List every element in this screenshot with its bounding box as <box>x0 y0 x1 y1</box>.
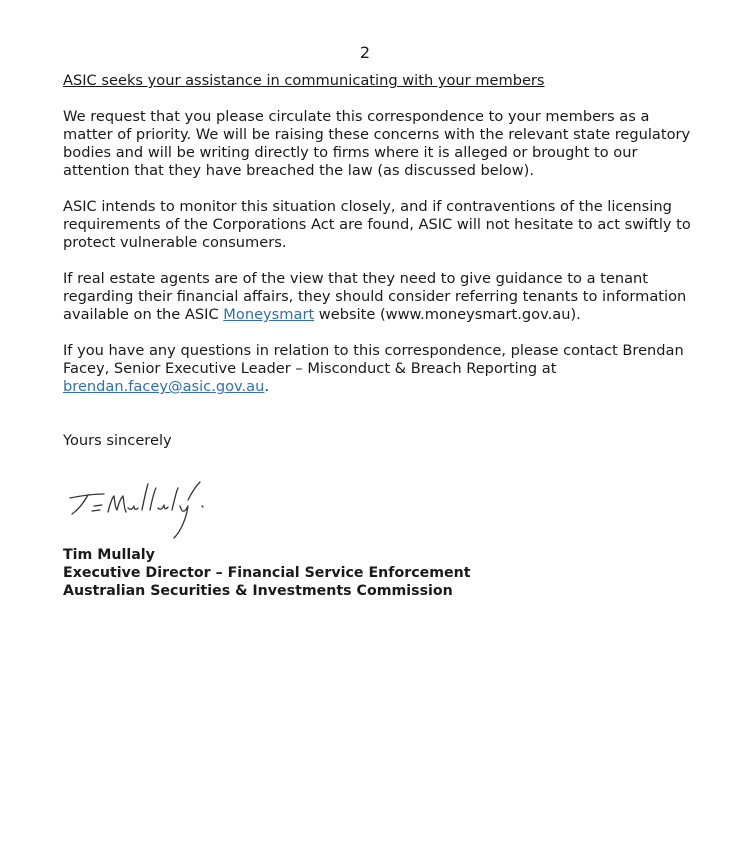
closing-salutation: Yours sincerely <box>63 432 172 449</box>
paragraph-guidance-tail: website (www.moneysmart.gov.au). <box>314 306 581 323</box>
signatory-organisation: Australian Securities & Investments Commission <box>63 583 453 599</box>
paragraph-monitoring: ASIC intends to monitor this situation closely, and if contraventions of the licensing requirements of the Corporations Act are found, ASIC will not hesitate to act swiftly to protect vulnerable consumers. <box>63 198 691 251</box>
signatory-title: Executive Director – Financial Service Enforcement <box>63 565 471 581</box>
paragraph-contact <box>63 342 703 396</box>
page-number: 2 <box>359 43 371 62</box>
signatory-name: Tim Mullaly <box>63 547 155 563</box>
paragraph-contact-text: If you have any questions in relation to this correspondence, please contact Brendan Facey, Senior Executive Leader – Misconduct & Breach Reporting at <box>63 342 684 377</box>
moneysmart-link[interactable]: Moneysmart <box>223 306 315 323</box>
paragraph-guidance-text: If real estate agents are of the view that they need to give guidance to a tenant regarding their financial affairs, they should consider referring tenants to information available on the ASIC <box>63 270 687 323</box>
signatory-block <box>63 546 471 600</box>
paragraph-guidance <box>63 270 703 324</box>
email-link[interactable]: brendan.facey@asic.gov.au <box>63 378 265 395</box>
letter-body <box>63 72 703 450</box>
paragraph-request: We request that you please circulate this correspondence to your members as a matter of priority. We will be raising these concerns with the relevant state regulatory bodies and will be writing directly to firms where it is alleged or brought to our attention that they have breached the law (as discussed below). <box>63 108 691 179</box>
signature-image <box>62 472 222 544</box>
section-heading: ASIC seeks your assistance in communicating with your members <box>63 72 545 89</box>
paragraph-contact-tail: . <box>264 378 270 395</box>
